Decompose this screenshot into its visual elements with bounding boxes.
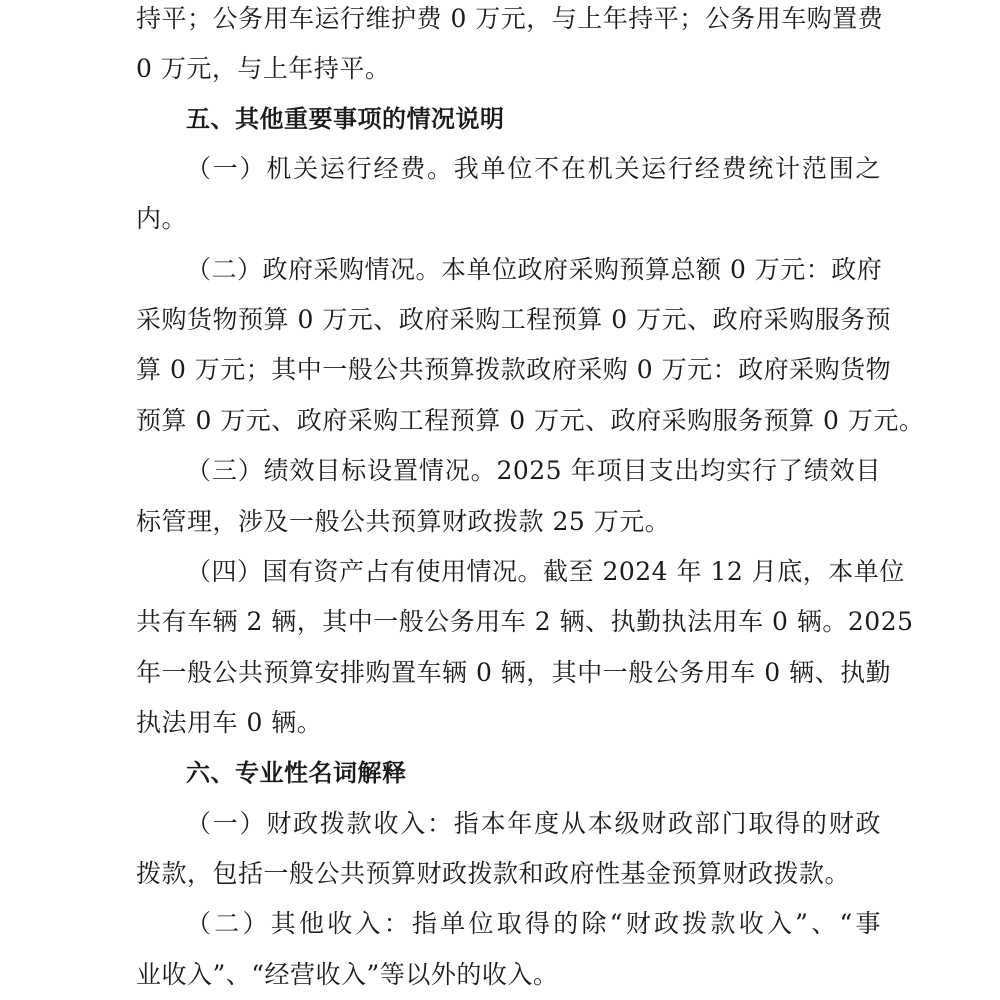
paragraph-line: 内。 — [136, 204, 188, 233]
paragraph-line: 持平；公务用车运行维护费 0 万元，与上年持平；公务用车购置费 — [136, 4, 884, 33]
section-heading-6: 六、专业性名词解释 — [186, 759, 407, 787]
section-heading-5: 五、其他重要事项的情况说明 — [186, 105, 505, 133]
paragraph-line: 0 万元，与上年持平。 — [136, 54, 391, 83]
paragraph-line: 标管理，涉及一般公共预算财政拨款 25 万元。 — [136, 507, 671, 536]
paragraph-line: （二）政府采购情况。本单位政府采购预算总额 0 万元：政府 — [186, 255, 883, 284]
paragraph-line: （三）绩效目标设置情况。2025 年项目支出均实行了绩效目 — [186, 456, 881, 485]
paragraph-line: （一）机关运行经费。我单位不在机关运行经费统计范围之 — [186, 154, 881, 183]
paragraph-line: （二）其他收入：指单位取得的除“财政拨款收入”、“事 — [186, 909, 881, 938]
paragraph-line: 拨款，包括一般公共预算财政拨款和政府性基金预算财政拨款。 — [136, 859, 851, 888]
paragraph-line: 年一般公共预算安排购置车辆 0 辆，其中一般公务用车 0 辆、执勤 — [136, 658, 892, 687]
paragraph-line: 共有车辆 2 辆，其中一般公务用车 2 辆、执勤执法用车 0 辆。2025 — [136, 607, 914, 636]
paragraph-line: 执法用车 0 辆。 — [136, 708, 323, 737]
paragraph-line: （一）财政拨款收入：指本年度从本级财政部门取得的财政 — [186, 809, 881, 838]
paragraph-line: 预算 0 万元、政府采购工程预算 0 万元、政府采购服务预算 0 万元。 — [136, 406, 925, 435]
paragraph-line: 算 0 万元；其中一般公共预算拨款政府采购 0 万元：政府采购货物 — [136, 355, 892, 384]
paragraph-line: （四）国有资产占有使用情况。截至 2024 年 12 月底，本单位 — [186, 557, 905, 586]
paragraph-line: 采购货物预算 0 万元、政府采购工程预算 0 万元、政府采购服务预 — [136, 305, 892, 334]
paragraph-line: 业收入”、“经营收入”等以外的收入。 — [136, 960, 559, 989]
